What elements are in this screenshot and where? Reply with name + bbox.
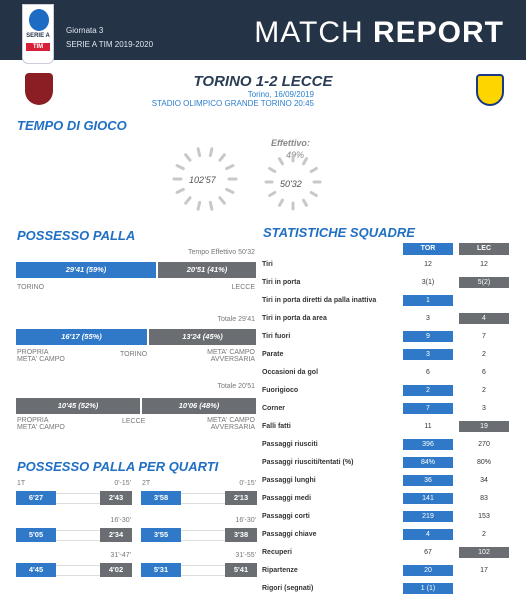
stat-name: Passaggi riusciti/tentati (%) — [262, 458, 354, 466]
half-label: 1T — [17, 480, 26, 487]
stats-row — [262, 381, 512, 399]
quarter-away-bar: 2'43 — [100, 491, 132, 505]
ring-tick — [186, 198, 190, 203]
stat-tor: 9 — [403, 331, 453, 342]
stats-row — [262, 471, 512, 489]
stat-tor: 141 — [403, 493, 453, 504]
stat-tor: 36 — [403, 475, 453, 486]
ring-tick — [227, 166, 233, 169]
stat-name: Passaggi chiave — [262, 530, 317, 538]
ring-tick — [280, 159, 283, 164]
half-label: 2T — [142, 480, 151, 487]
stats-row — [262, 435, 512, 453]
stat-tor: 2 — [403, 385, 453, 396]
stat-tor: 1 (1) — [403, 583, 453, 594]
stat-lec — [459, 295, 509, 306]
stat-lec: 7 — [482, 332, 486, 340]
quarter-range: 31'-55' — [235, 552, 256, 559]
torino-opp-half-bar: 13'24 (45%) — [149, 329, 256, 345]
lecce-opp-half-bar: 10'06 (48%) — [142, 398, 256, 414]
quarter-range: 0'-15' — [114, 480, 131, 487]
quarter-range: 31'-47' — [110, 552, 131, 559]
ring-tick — [311, 193, 316, 196]
serie-a-ball-icon — [29, 9, 49, 31]
possesso-away-bar: 20'51 (41%) — [158, 262, 256, 278]
stats-row — [262, 255, 512, 273]
stat-name: Occasioni da gol — [262, 368, 319, 376]
stats-row — [262, 579, 512, 597]
possesso-caption-3: Totale 20'51 — [217, 383, 255, 390]
total-time: 102'57 — [189, 175, 216, 185]
stats-row — [262, 363, 512, 381]
stat-tor: 219 — [403, 511, 453, 522]
quarter-home-bar: 4'45 — [16, 563, 56, 577]
ring-tick — [220, 155, 224, 160]
stat-lec: 5(2) — [459, 277, 509, 288]
quarter-range: 0'-15' — [239, 480, 256, 487]
stat-name: Tiri in porta da area — [262, 314, 327, 322]
tempo-title: TEMPO DI GIOCO — [17, 118, 127, 133]
serie-a-logo: SERIE A TIM — [22, 4, 54, 64]
stats-row — [262, 525, 512, 543]
ring-tick — [227, 189, 233, 192]
stat-lec: 270 — [478, 440, 490, 448]
ring-tick — [270, 169, 275, 172]
ring-tick — [270, 193, 275, 196]
ring-tick — [311, 169, 316, 172]
quarter-home-bar: 3'58 — [141, 491, 181, 505]
stat-tor: 67 — [424, 548, 432, 556]
match-date: Torino, 16/09/2019 — [247, 90, 314, 99]
quarter-home-bar: 5'05 — [16, 528, 56, 542]
stat-lec: 17 — [480, 566, 488, 574]
stats-row — [262, 489, 512, 507]
stat-lec: 2 — [482, 530, 486, 538]
own-half-label: PROPRIA META' CAMPO — [17, 349, 65, 363]
stat-name: Passaggi medi — [262, 494, 312, 502]
quarter-home-bar: 6'27 — [16, 491, 56, 505]
stat-name: Ripartenze — [262, 566, 298, 574]
stat-tor: 12 — [424, 260, 432, 268]
stat-name: Recuperi — [262, 548, 292, 556]
stats-row — [262, 309, 512, 327]
stats-row — [262, 399, 512, 417]
stat-name: Tiri in porta — [262, 278, 301, 286]
possesso-title: POSSESSO PALLA — [17, 228, 136, 243]
quarter-away-bar: 2'13 — [225, 491, 257, 505]
possesso-caption-2: Totale 29'41 — [217, 316, 255, 323]
stats-row — [262, 561, 512, 579]
stat-lec: 19 — [459, 421, 509, 432]
stat-tor: 3(1) — [421, 278, 435, 286]
lecce-label: LECCE — [122, 418, 146, 425]
giornata-label: Giornata 3 — [66, 26, 104, 35]
ring-tick — [177, 189, 183, 192]
torino-own-half-bar: 16'17 (55%) — [16, 329, 147, 345]
stat-name: Passaggi lunghi — [262, 476, 316, 484]
stats-table — [262, 243, 512, 597]
opp-half-label-2: META' CAMPO AVVERSARIA — [207, 417, 255, 431]
header-bar — [0, 0, 526, 60]
stat-lec: 4 — [459, 313, 509, 324]
stat-name: Passaggi corti — [262, 512, 310, 520]
ring-tick — [304, 200, 307, 205]
stats-row — [262, 327, 512, 345]
ring-tick — [198, 202, 200, 209]
stats-row — [262, 291, 512, 309]
effettivo-label: Effettivo: — [271, 138, 310, 148]
quarti-title: POSSESSO PALLA PER QUARTI — [17, 459, 219, 474]
stats-row — [262, 453, 512, 471]
ring-tick — [210, 149, 212, 156]
lec-header: LEC — [459, 243, 509, 255]
stat-name: Corner — [262, 404, 285, 412]
stats-row — [262, 273, 512, 291]
away-team-name: LECCE — [231, 284, 255, 291]
season-label: SERIE A TIM 2019-2020 — [66, 40, 154, 49]
stat-name: Tiri in porta diretti da palla inattiva — [262, 296, 377, 304]
tor-header: TOR — [403, 243, 453, 255]
quarter-away-bar: 3'38 — [225, 528, 257, 542]
stat-lec: 3 — [482, 404, 486, 412]
stat-tor: 84% — [403, 457, 453, 468]
ring-tick — [198, 149, 200, 156]
own-half-label-2: PROPRIA META' CAMPO — [17, 417, 65, 431]
quarter-home-bar: 3'55 — [141, 528, 181, 542]
stats-row — [262, 543, 512, 561]
stat-tor: 6 — [426, 368, 430, 376]
stat-tor: 7 — [403, 403, 453, 414]
stat-tor: 3 — [403, 349, 453, 360]
match-stadium: STADIO OLIMPICO GRANDE TORINO 20:45 — [151, 99, 314, 108]
stat-name: Rigori (segnati) — [262, 584, 314, 592]
stat-lec: 6 — [482, 368, 486, 376]
stat-lec: 153 — [478, 512, 490, 520]
possesso-caption-1: Tempo Effettivo 50'32 — [188, 249, 255, 256]
quarter-home-bar: 5'31 — [141, 563, 181, 577]
home-team-name: TORINO — [17, 284, 45, 291]
opp-half-label: META' CAMPO AVVERSARIA — [207, 349, 255, 363]
stat-tor: 396 — [403, 439, 453, 450]
page-title: MATCH REPORT — [254, 16, 504, 49]
effective-time: 50'32 — [280, 179, 302, 189]
ring-tick — [186, 155, 190, 160]
ring-tick — [304, 159, 307, 164]
quarter-range: 16'-30' — [235, 517, 256, 524]
stat-tor: 1 — [403, 295, 453, 306]
ring-tick — [280, 200, 283, 205]
stat-name: Falli fatti — [262, 422, 291, 430]
stat-name: Fuorigioco — [262, 386, 299, 394]
stat-lec: 34 — [480, 476, 488, 484]
stats-title: STATISTICHE SQUADRE — [263, 225, 415, 240]
effettivo-pct: 49% — [286, 150, 305, 160]
stat-tor: 3 — [426, 314, 430, 322]
stats-row — [262, 345, 512, 363]
torino-label: TORINO — [120, 351, 148, 358]
stat-lec: 83 — [480, 494, 488, 502]
stat-tor: 11 — [424, 422, 432, 430]
possesso-home-bar: 29'41 (59%) — [16, 262, 156, 278]
quarter-away-bar: 2'34 — [100, 528, 132, 542]
quarter-away-bar: 5'41 — [225, 563, 257, 577]
lecce-own-half-bar: 10'45 (52%) — [16, 398, 140, 414]
stat-tor: 4 — [403, 529, 453, 540]
match-score: TORINO 1-2 LECCE — [193, 73, 333, 90]
stat-lec: 2 — [482, 350, 486, 358]
stat-lec: 80% — [476, 458, 491, 466]
stat-tor: 20 — [403, 565, 453, 576]
stat-name: Passaggi riusciti — [262, 440, 318, 448]
ring-tick — [210, 202, 212, 209]
stat-lec: 2 — [482, 386, 486, 394]
stat-name: Tiri fuori — [262, 332, 291, 340]
ring-tick — [220, 198, 224, 203]
quarter-away-bar: 4'02 — [100, 563, 132, 577]
stat-lec: 12 — [480, 260, 488, 268]
stats-row — [262, 417, 512, 435]
ring-tick — [177, 166, 183, 169]
stats-row — [262, 507, 512, 525]
stat-name: Tiri — [262, 260, 273, 268]
stat-name: Parate — [262, 350, 284, 358]
stat-lec: 102 — [459, 547, 509, 558]
quarter-range: 16'-30' — [110, 517, 131, 524]
stat-lec — [459, 583, 509, 594]
